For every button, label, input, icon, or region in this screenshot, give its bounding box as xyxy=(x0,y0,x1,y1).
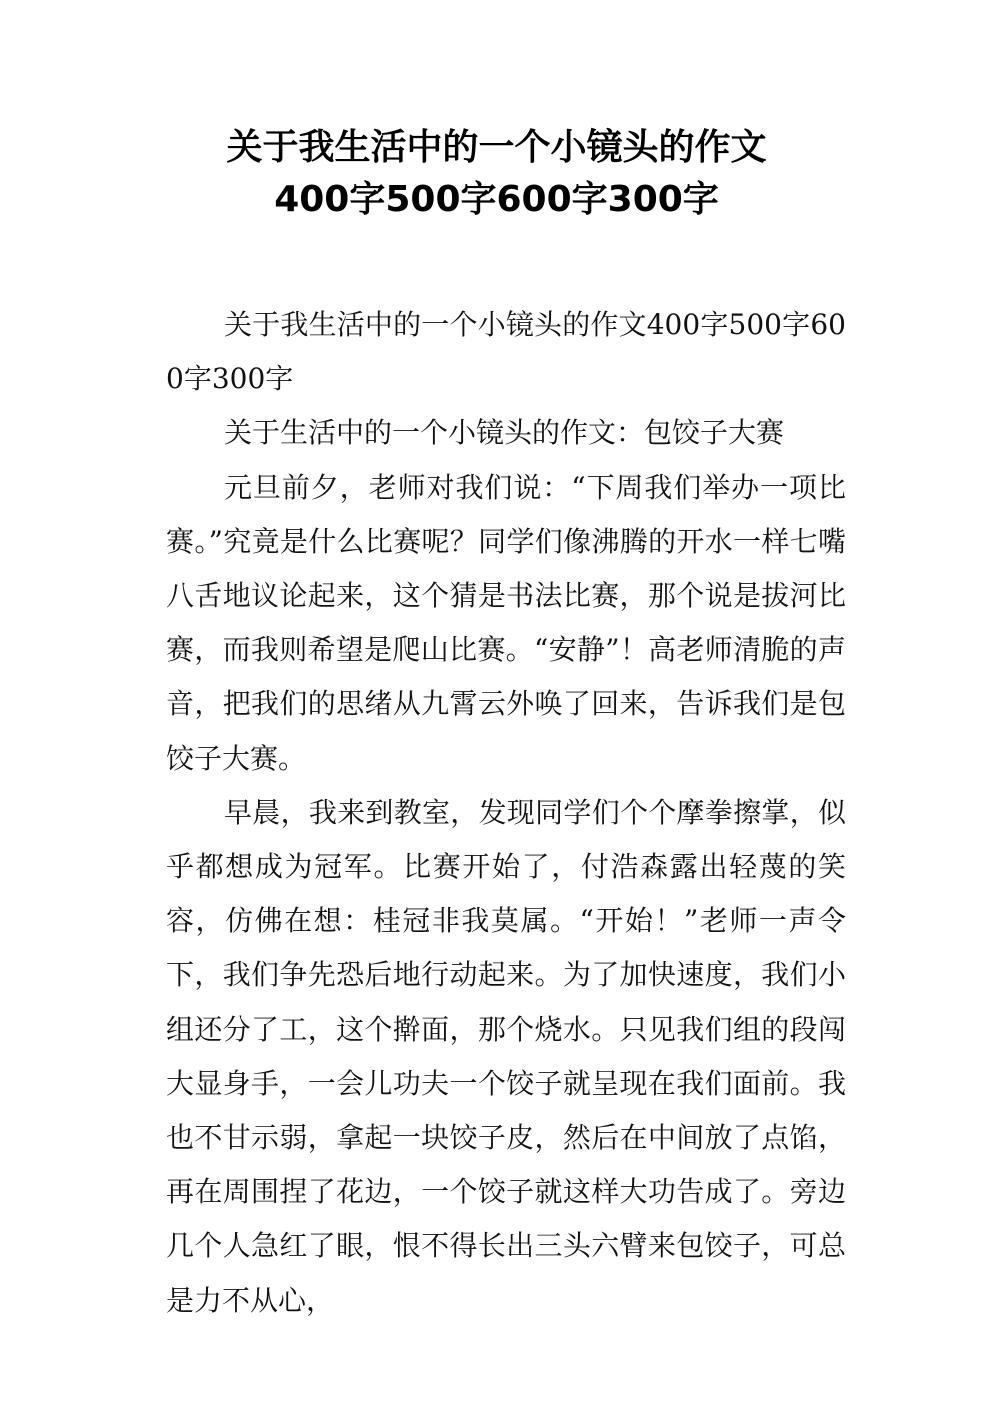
title-line-2: 400字500字600字300字 xyxy=(274,179,719,220)
document-title xyxy=(0,122,993,226)
paragraph: 元旦前夕，老师对我们说：“下周我们举办一项比赛。”究竟是什么比赛呢？同学们像沸腾的开水一样七嘴八舌地议论起来，这个猜是书法比赛，那个说是拔河比赛，而我则希望是爬山比赛。“安静”！高老师清脆的声音，把我们的思绪从九霄云外唤了回来，告诉我们是包饺子大赛。 xyxy=(166,470,846,775)
paragraph: 关于生活中的一个小镜头的作文：包饺子大赛 xyxy=(224,416,785,450)
title-line-1: 关于我生活中的一个小镜头的作文 xyxy=(226,127,767,168)
paragraph: 早晨，我来到教室，发现同学们个个摩拳擦掌，似乎都想成为冠军。比赛开始了，付浩森露出轻蔑的笑容，仿佛在想：桂冠非我莫属。“开始！”老师一声令下，我们争先恐后地行动起来。为了加快速度，我们小组还分了工，这个擀面，那个烧水。只见我们组的段闯大显身手，一会儿功夫一个饺子就呈现在我们面前。我也不甘示弱，拿起一块饺子皮，然后在中间放了点馅，再在周围捏了花边，一个饺子就这样大功告成了。旁边几个人急红了眼，恨不得长出三头六臂来包饺子，可总是力不从心， xyxy=(166,795,846,1317)
document-body xyxy=(166,298,846,1328)
paragraph: 关于我生活中的一个小镜头的作文400字500字600字300字 xyxy=(166,308,846,396)
